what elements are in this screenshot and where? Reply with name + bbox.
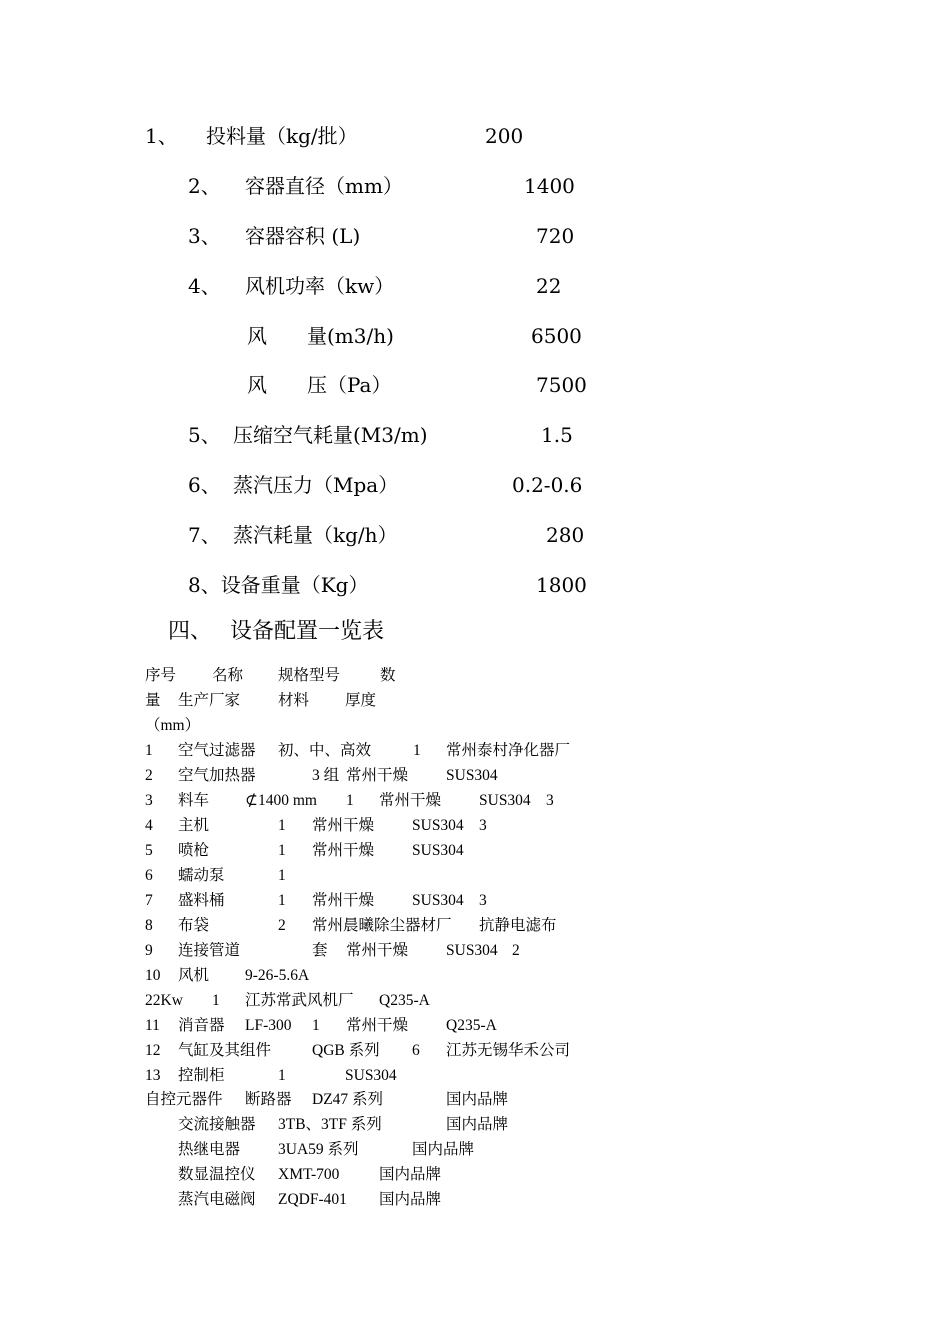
table-cell: 常州干燥	[312, 817, 375, 834]
table-cell: DZ47 系列	[312, 1091, 384, 1108]
table-cell: 江苏无锡华禾公司	[446, 1042, 571, 1059]
param-number: 2、	[188, 174, 221, 198]
param-label: 投料量（kg/批）	[206, 124, 358, 148]
table-cell: 数显温控仪	[178, 1166, 256, 1183]
table-row	[0, 739, 950, 763]
table-cell: 主机	[178, 817, 210, 834]
table-cell: 序号	[145, 667, 177, 684]
param-number: 1、	[145, 124, 178, 148]
table-row	[0, 989, 950, 1013]
param-label: 蒸汽耗量（kg/h）	[233, 523, 398, 547]
param-line	[0, 221, 950, 251]
table-row	[0, 1014, 950, 1038]
param-value: 200	[485, 124, 524, 148]
table-row	[0, 839, 950, 863]
table-cell: 交流接触器	[178, 1116, 256, 1133]
table-cell: 料车	[178, 792, 210, 809]
param-label: 压缩空气耗量(M3/m)	[233, 423, 428, 447]
param-label: 风机功率（kw）	[245, 274, 395, 298]
table-cell: 1	[278, 1067, 286, 1084]
table-cell: 名称	[212, 667, 244, 684]
table-cell: SUS304	[412, 842, 464, 859]
table-cell: 3 组	[312, 767, 340, 784]
table-cell: 2	[512, 942, 520, 959]
table-cell: 国内品牌	[379, 1166, 442, 1183]
param-line	[0, 370, 950, 400]
table-cell: 6	[412, 1042, 420, 1059]
param-line	[0, 520, 950, 550]
table-cell: 数	[380, 667, 396, 684]
table-row	[0, 814, 950, 838]
table-cell: 3UA59 系列	[278, 1141, 359, 1158]
table-cell: 规格型号	[278, 667, 341, 684]
table-cell: 1	[278, 867, 286, 884]
param-value: 280	[546, 523, 585, 547]
table-cell: 5	[145, 842, 153, 859]
table-cell: 常州干燥	[379, 792, 442, 809]
table-cell: 消音器	[178, 1017, 225, 1034]
table-cell: LF-300	[245, 1017, 292, 1034]
table-row	[0, 1113, 950, 1137]
table-row	[0, 1138, 950, 1162]
table-cell: ZQDF-401	[278, 1191, 347, 1208]
param-number: 5、	[188, 423, 221, 447]
table-row	[0, 789, 950, 813]
table-cell: 11	[145, 1017, 160, 1034]
table-cell: 常州泰村净化器厂	[446, 742, 571, 759]
param-label: 容器直径（mm）	[245, 174, 403, 198]
table-row	[0, 1188, 950, 1212]
table-cell: 抗静电滤布	[479, 917, 557, 934]
param-value: 1400	[524, 174, 575, 198]
table-cell: 材料	[278, 692, 310, 709]
table-cell: 1	[145, 742, 153, 759]
table-cell: 气缸及其组件	[178, 1042, 272, 1059]
table-cell: 22Kw	[145, 992, 183, 1009]
table-cell: Q235-A	[446, 1017, 497, 1034]
param-value: 0.2-0.6	[512, 473, 583, 497]
table-cell: 自控元器件	[145, 1091, 223, 1108]
table-row	[0, 864, 950, 888]
table-cell: 3	[479, 817, 487, 834]
table-cell: 热继电器	[178, 1141, 241, 1158]
table-cell: SUS304	[446, 942, 498, 959]
table-cell: 空气加热器	[178, 767, 256, 784]
table-cell: 3	[479, 892, 487, 909]
param-line	[0, 420, 950, 450]
param-label: 风 量(m3/h)	[247, 324, 394, 348]
table-cell: 13	[145, 1067, 161, 1084]
table-row	[0, 1039, 950, 1063]
table-cell: SUS304	[412, 817, 464, 834]
table-cell: 3	[546, 792, 554, 809]
table-cell: SUS304	[479, 792, 531, 809]
table-cell: 连接管道	[178, 942, 241, 959]
table-row	[0, 964, 950, 988]
table-header-line	[0, 689, 950, 713]
param-line	[0, 271, 950, 301]
table-cell: 7	[145, 892, 153, 909]
table-header-line	[0, 664, 950, 688]
param-value: 22	[536, 274, 562, 298]
table-cell: 1	[346, 792, 354, 809]
table-row	[0, 1064, 950, 1088]
table-cell: 6	[145, 867, 153, 884]
table-cell: 厚度	[345, 692, 377, 709]
param-label: 风 压（Pa）	[247, 373, 392, 397]
table-cell: 1	[212, 992, 220, 1009]
param-line	[0, 321, 950, 351]
param-label: 容器容积 (L)	[245, 224, 361, 248]
table-cell: ⊄1400 mm	[245, 792, 317, 809]
table-cell: 盛料桶	[178, 892, 225, 909]
param-label: 8、设备重量（Kg）	[188, 573, 369, 597]
param-value: 1.5	[541, 423, 573, 447]
table-cell: 1	[278, 892, 286, 909]
table-cell: Q235-A	[379, 992, 430, 1009]
table-cell: 控制柜	[178, 1067, 225, 1084]
table-cell: 2	[278, 917, 286, 934]
table-cell: 9-26-5.6A	[245, 967, 310, 984]
param-line	[0, 470, 950, 500]
table-cell: 常州晨曦除尘器材厂	[312, 917, 452, 934]
param-label: 蒸汽压力（Mpa）	[233, 473, 399, 497]
table-cell: 1	[278, 842, 286, 859]
table-cell: SUS304	[345, 1067, 397, 1084]
table-cell: 空气过滤器	[178, 742, 256, 759]
table-cell: 常州干燥	[312, 842, 375, 859]
table-cell: 1	[413, 742, 421, 759]
table-cell: 套	[312, 942, 328, 959]
table-row	[0, 939, 950, 963]
param-value: 1800	[536, 573, 587, 597]
table-cell: 生产厂家	[178, 692, 241, 709]
table-cell: 国内品牌	[412, 1141, 475, 1158]
table-cell: 常州干燥	[312, 892, 375, 909]
table-cell: 10	[145, 967, 161, 984]
table-cell: 断路器	[245, 1091, 292, 1108]
table-cell: 1	[312, 1017, 320, 1034]
param-number: 6、	[188, 473, 221, 497]
table-cell: 国内品牌	[446, 1116, 509, 1133]
table-cell: 国内品牌	[379, 1191, 442, 1208]
table-cell: SUS304	[412, 892, 464, 909]
table-cell: SUS304	[446, 767, 498, 784]
table-cell: 9	[145, 942, 153, 959]
table-header-line	[0, 714, 950, 738]
table-cell: 常州干燥	[346, 767, 409, 784]
table-cell: 3TB、3TF 系列	[278, 1116, 382, 1133]
table-cell: QGB 系列	[312, 1042, 380, 1059]
table-row	[0, 889, 950, 913]
table-row	[0, 914, 950, 938]
table-cell: 12	[145, 1042, 161, 1059]
table-cell: 初、中、高效	[278, 742, 372, 759]
table-cell: 江苏常武风机厂	[245, 992, 354, 1009]
table-cell: 4	[145, 817, 153, 834]
table-cell: （mm）	[145, 717, 201, 734]
table-row	[0, 1088, 950, 1112]
param-value: 6500	[531, 324, 582, 348]
table-cell: 喷枪	[178, 842, 210, 859]
table-cell: 1	[278, 817, 286, 834]
table-cell: 常州干燥	[346, 942, 409, 959]
table-cell: 8	[145, 917, 153, 934]
table-cell: 3	[145, 792, 153, 809]
table-cell: 量	[145, 692, 161, 709]
table-cell: XMT-700	[278, 1166, 340, 1183]
param-value: 7500	[536, 373, 587, 397]
param-number: 3、	[188, 224, 221, 248]
param-number: 4、	[188, 274, 221, 298]
table-cell: 蒸汽电磁阀	[178, 1191, 256, 1208]
table-cell: 常州干燥	[346, 1017, 409, 1034]
param-number: 7、	[188, 523, 221, 547]
table-cell: 国内品牌	[446, 1091, 509, 1108]
section-number: 四、	[168, 619, 213, 644]
table-cell: 2	[145, 767, 153, 784]
param-line	[0, 570, 950, 600]
table-cell: 蠕动泵	[178, 867, 225, 884]
table-cell: 布袋	[178, 917, 210, 934]
param-line	[0, 171, 950, 201]
param-line	[0, 121, 950, 151]
table-row	[0, 764, 950, 788]
table-cell: 风机	[178, 967, 210, 984]
section-title: 设备配置一览表	[230, 619, 385, 644]
table-row	[0, 1163, 950, 1187]
param-value: 720	[536, 224, 575, 248]
